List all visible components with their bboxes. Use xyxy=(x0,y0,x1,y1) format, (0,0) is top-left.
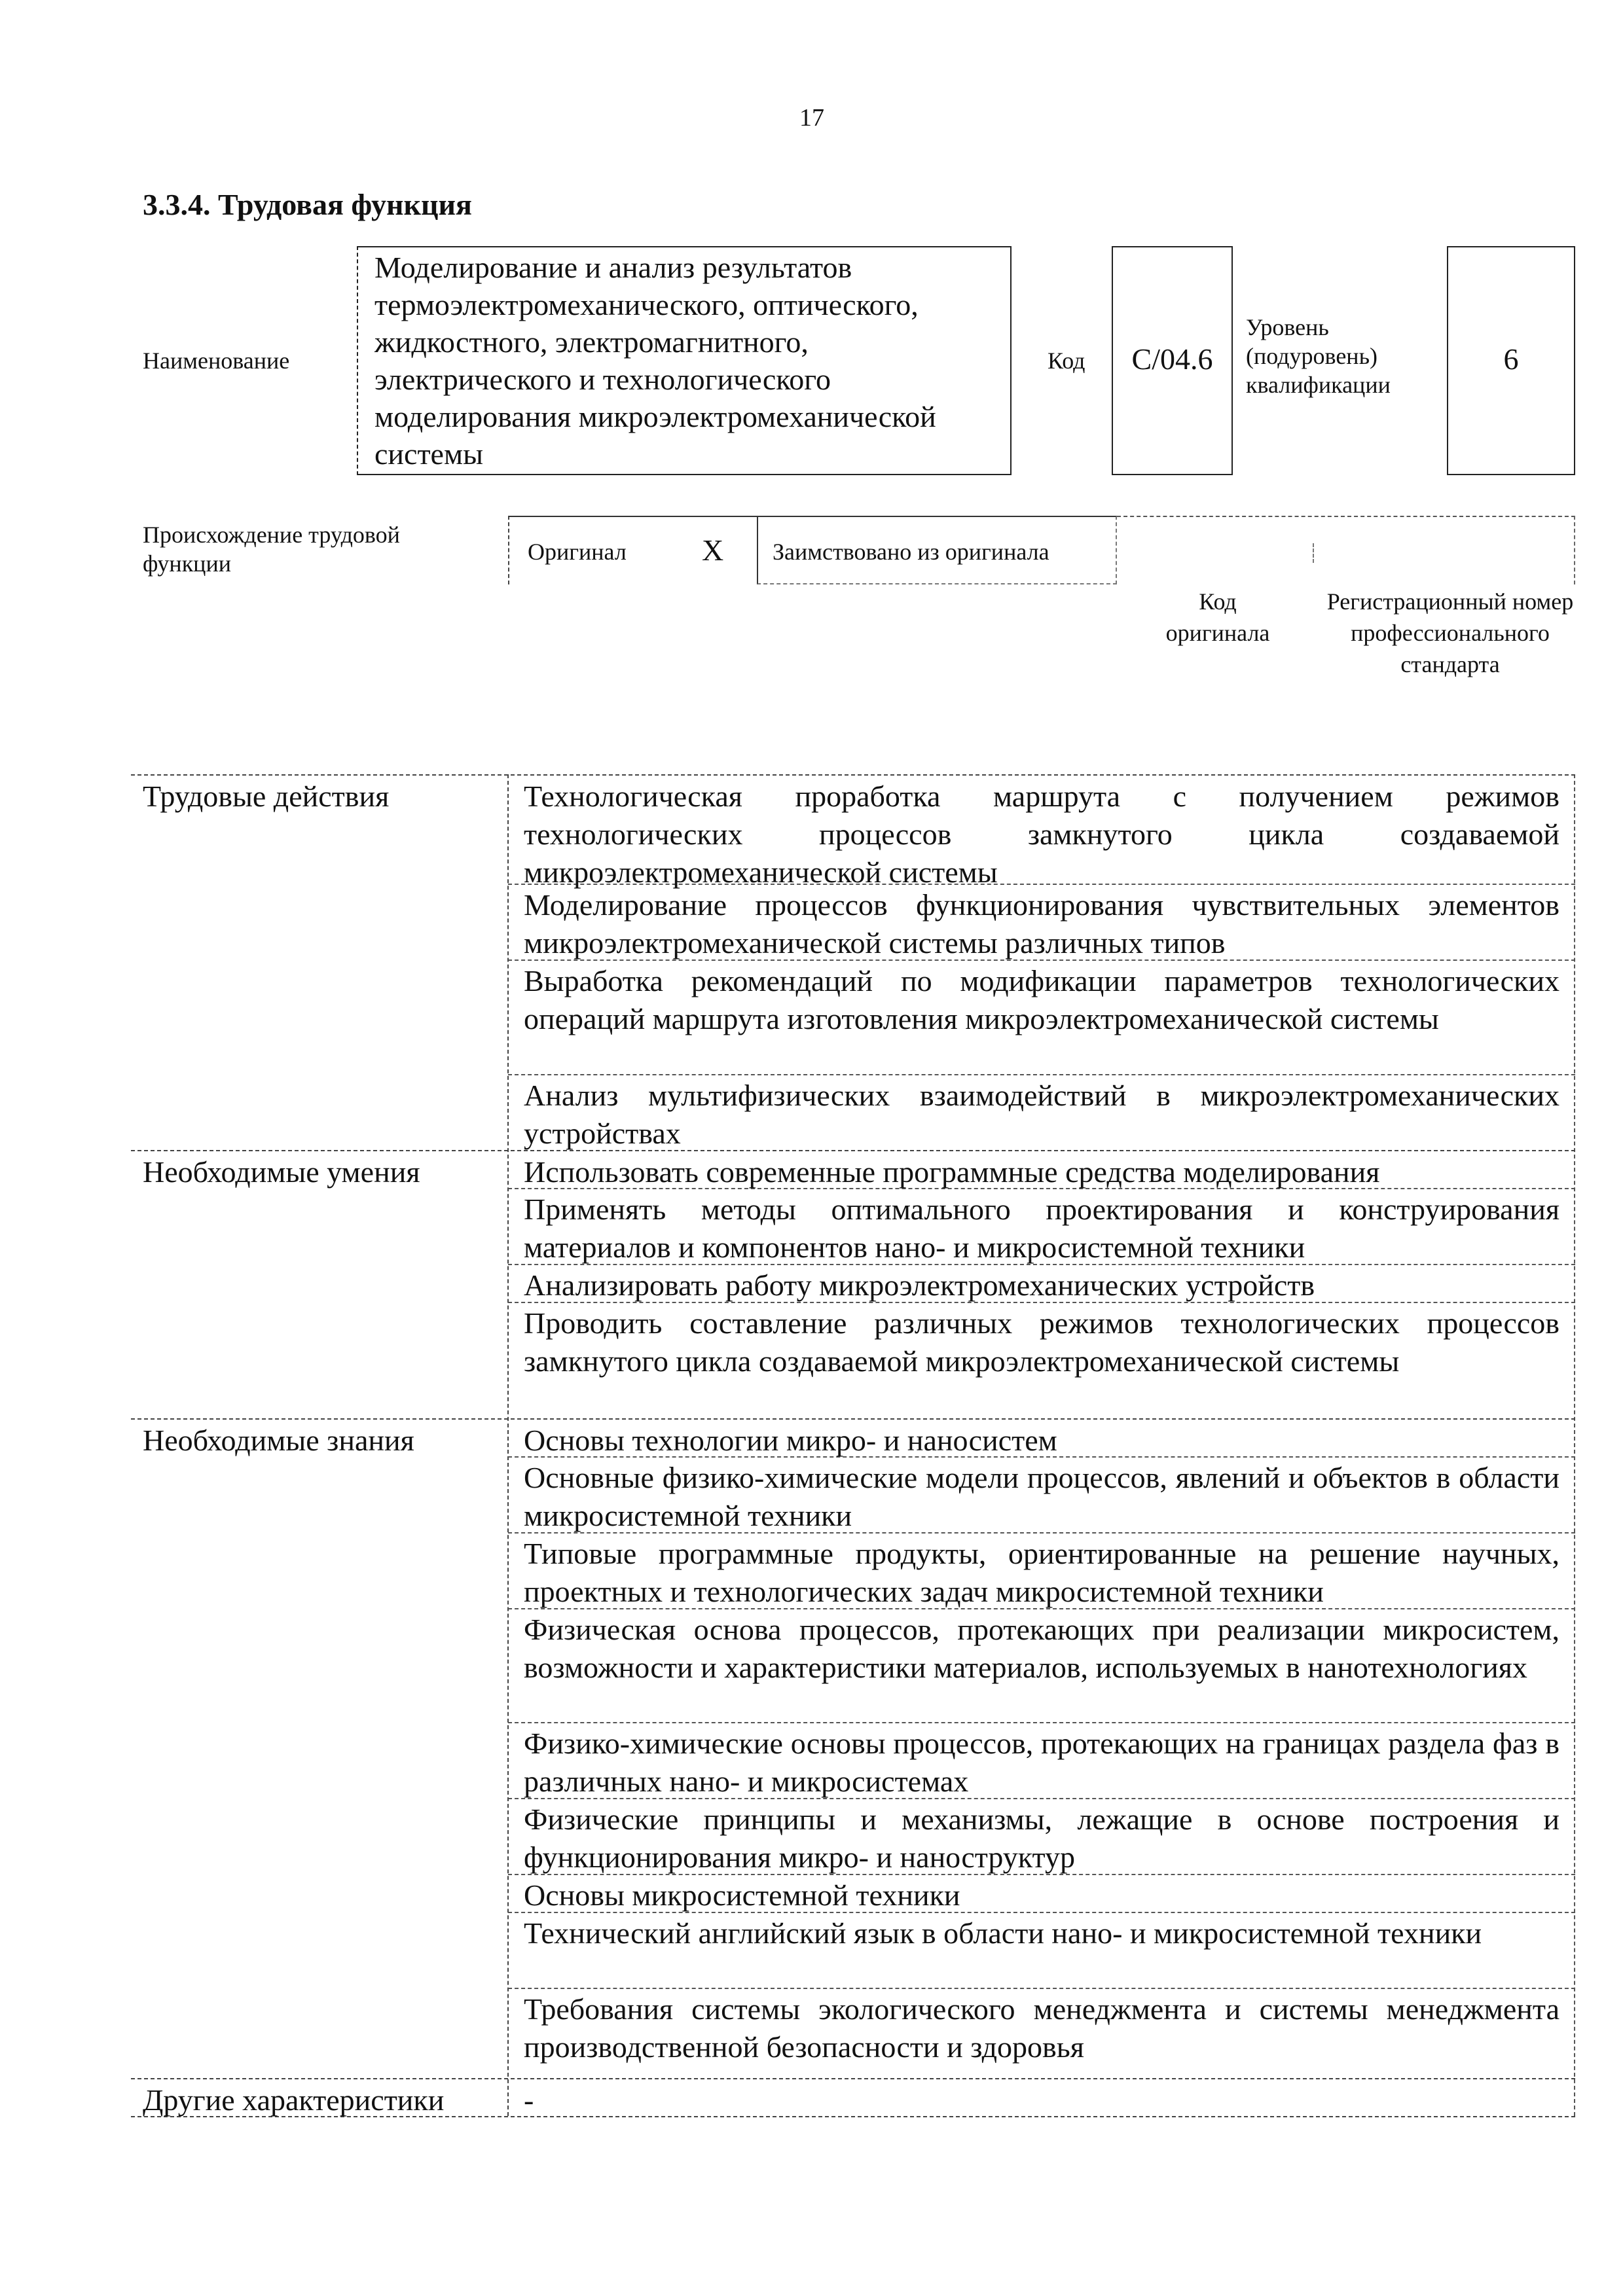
skill-item: Использовать современные программные средства моделирования xyxy=(524,1155,1380,1189)
level-value: 6 xyxy=(1503,342,1519,376)
other-value: - xyxy=(524,2083,534,2117)
page-number: 17 xyxy=(799,104,824,132)
skill-item: Анализировать работу микроэлектромеханических устройств xyxy=(524,1268,1315,1302)
section-title: 3.3.4. Трудовая функция xyxy=(143,188,472,221)
code-value: C/04.6 xyxy=(1131,342,1213,376)
skills-label: Необходимые умения xyxy=(143,1155,420,1189)
row-divider xyxy=(508,1074,1575,1075)
row-divider xyxy=(508,1988,1575,1989)
other-label: Другие характеристики xyxy=(143,2083,445,2117)
original-label: Оригинал xyxy=(528,539,627,565)
knowledge-item: Типовые программные продукты, ориентированные на решение научных, проектных и технологических задач микросистемной техники xyxy=(524,1537,1559,1608)
knowledge-item: Физические принципы и механизмы, лежащие в основе построения и функционирования микро- и наноструктур xyxy=(524,1803,1559,1874)
original-mark: X xyxy=(702,533,724,567)
knowledge-item: Физико-химические основы процессов, протекающих на границах раздела фаз в различных нано- и микросистемах xyxy=(524,1727,1559,1798)
registration-caption: Регистрационный номер профессионального стандарта xyxy=(1326,588,1574,677)
action-item: Технологическая проработка маршрута с получением режимов технологических процессов замкнутого цикла создаваемой микроэлектромеханической системы xyxy=(524,780,1559,889)
table-top-border xyxy=(131,774,1575,776)
table-column-divider xyxy=(507,774,509,2116)
knowledge-item: Основные физико-химические модели процессов, явлений и объектов в области микросистемной техники xyxy=(524,1461,1559,1532)
level-label: Уровень (подуровень) квалификации xyxy=(1246,314,1391,398)
action-item: Выработка рекомендаций по модификации параметров технологических операций маршрута изготовления микроэлектромеханической системы xyxy=(524,964,1559,1035)
code-original-caption: Код оригинала xyxy=(1165,588,1270,646)
name-label: Наименование xyxy=(143,348,290,374)
action-item: Анализ мультифизических взаимодействий в микроэлектромеханических устройствах xyxy=(524,1079,1559,1150)
skill-item: Применять методы оптимального проектирования и конструирования материалов и компонентов нано- и микросистемной техники xyxy=(524,1193,1559,1264)
knowledge-item: Основы микросистемной техники xyxy=(524,1878,960,1912)
code-label: Код xyxy=(1048,348,1085,374)
knowledge-label: Необходимые знания xyxy=(143,1424,414,1457)
borrowed-label: Заимствовано из оригинала xyxy=(773,539,1049,565)
action-item: Моделирование процессов функционирования чувствительных элементов микроэлектромеханической системы различных типов xyxy=(524,888,1559,960)
origin-label: Происхождение трудовой функции xyxy=(143,522,400,577)
knowledge-item: Требования системы экологического менеджмента и системы менеджмента производственной безопасности и здоровья xyxy=(524,1992,1559,2064)
origin-divider xyxy=(1313,543,1315,563)
section-divider xyxy=(131,2078,1575,2079)
knowledge-item: Физическая основа процессов, протекающих при реализации микросистем, возможности и характеристики материалов, используемых в нанотехнологиях xyxy=(524,1613,1559,1684)
section-divider xyxy=(131,1418,1575,1420)
row-divider xyxy=(508,1722,1575,1723)
knowledge-item: Основы технологии микро- и наносистем xyxy=(524,1424,1057,1457)
actions-label: Трудовые действия xyxy=(143,780,390,813)
skill-item: Проводить составление различных режимов технологических процессов замкнутого цикла создаваемой микроэлектромеханической системы xyxy=(524,1306,1559,1378)
origin-code-box xyxy=(1117,516,1575,584)
table-right-border xyxy=(1574,774,1575,2116)
function-name: Моделирование и анализ результатов термоэлектромеханического, оптического, жидкостного, электромагнитного, электрического и технологического моделирования микроэлектромеханической системы xyxy=(374,251,936,471)
knowledge-item: Технический английский язык в области нано- и микросистемной техники xyxy=(524,1916,1482,1950)
